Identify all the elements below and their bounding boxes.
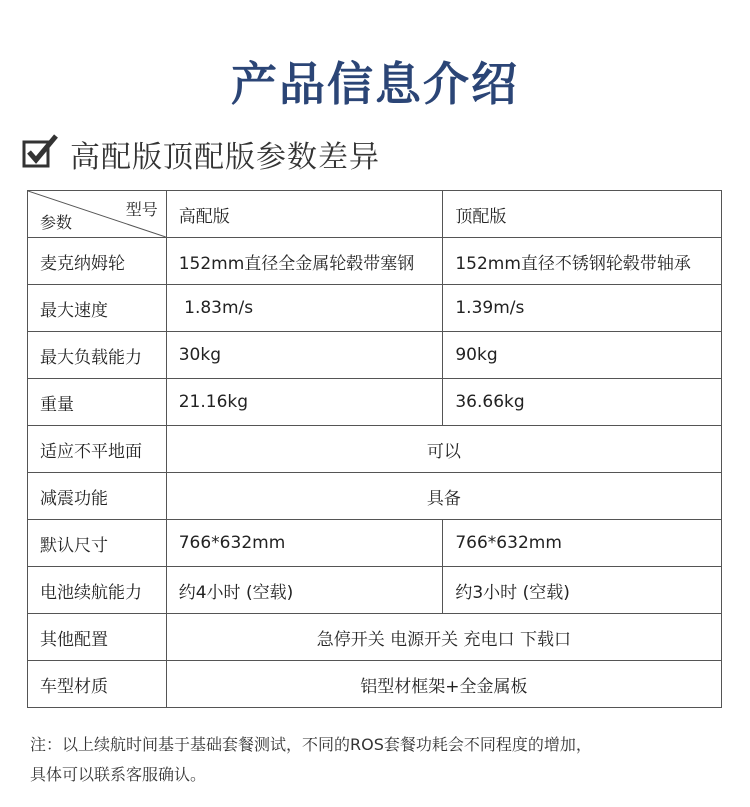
- row-param: 车型材质: [28, 661, 167, 708]
- header-param-label: 参数: [40, 213, 73, 232]
- row-param: 重量: [28, 379, 167, 426]
- row-high-value: 30kg: [166, 332, 443, 379]
- table-row: [28, 567, 722, 614]
- checkbox-check-icon: [24, 140, 52, 168]
- row-param: 减震功能: [28, 473, 167, 520]
- row-param: 适应不平地面: [28, 426, 167, 473]
- footnote: [30, 730, 730, 790]
- table-row: [28, 520, 722, 567]
- row-merged-value: 铝型材框架+全金属板: [166, 661, 721, 708]
- table-row: [28, 332, 722, 379]
- header-diagonal-cell: [28, 191, 167, 238]
- table-row: [28, 426, 722, 473]
- table-row: [28, 473, 722, 520]
- row-merged-value: 急停开关 电源开关 充电口 下载口: [166, 614, 721, 661]
- row-top-value: 36.66kg: [443, 379, 722, 426]
- row-param: 最大负载能力: [28, 332, 167, 379]
- row-merged-value: 具备: [166, 473, 721, 520]
- column-header-top: 顶配版: [443, 191, 722, 238]
- row-high-value: 约4小时 (空载): [166, 567, 443, 614]
- row-param: 麦克纳姆轮: [28, 238, 167, 285]
- row-top-value: 90kg: [443, 332, 722, 379]
- table-row: [28, 379, 722, 426]
- table-row: [28, 285, 722, 332]
- row-param: 默认尺寸: [28, 520, 167, 567]
- row-param: 其他配置: [28, 614, 167, 661]
- table-row: [28, 661, 722, 708]
- row-merged-value: 可以: [166, 426, 721, 473]
- row-top-value: 1.39m/s: [443, 285, 722, 332]
- spec-table: [27, 190, 722, 708]
- header-model-label: 型号: [125, 200, 158, 219]
- table-row: [28, 238, 722, 285]
- row-high-value: 1.83m/s: [166, 285, 443, 332]
- table-header-row: [28, 191, 722, 238]
- row-param: 电池续航能力: [28, 567, 167, 614]
- row-param: 最大速度: [28, 285, 167, 332]
- row-high-value: 21.16kg: [166, 379, 443, 426]
- row-high-value: 766*632mm: [166, 520, 443, 567]
- row-top-value: 152mm直径不锈钢轮毂带轴承: [443, 238, 722, 285]
- page-title: 产品信息介绍: [231, 57, 519, 111]
- column-header-high: 高配版: [166, 191, 443, 238]
- footnote-line: 注：以上续航时间基于基础套餐测试，不同的ROS套餐功耗会不同程度的增加，: [30, 735, 592, 754]
- footnote-line: 具体可以联系客服确认。: [30, 765, 207, 784]
- row-high-value: 152mm直径全金属轮毂带塞钢: [166, 238, 443, 285]
- row-top-value: 约3小时 (空载): [443, 567, 722, 614]
- table-row: [28, 614, 722, 661]
- section-title: 高配版顶配版参数差异: [70, 140, 380, 175]
- row-top-value: 766*632mm: [443, 520, 722, 567]
- section-header: [24, 132, 380, 176]
